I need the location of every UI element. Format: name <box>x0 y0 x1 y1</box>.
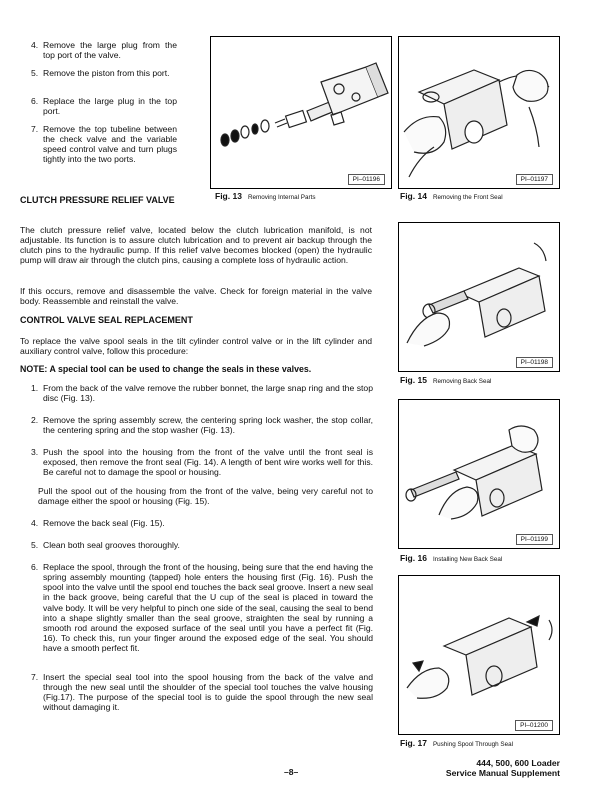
figure-17-code: PI–01200 <box>515 720 553 731</box>
spool-parts-illustration <box>211 37 392 189</box>
procedure-step-2: 2. Remove the spring assembly screw, the centering spring lock washer, the stop collar, the centering spring and the stop washer (Fig. 13). <box>31 415 373 436</box>
figure-17-number: Fig. 17 <box>400 738 427 748</box>
figure-15-code: PI–01198 <box>516 357 553 368</box>
figure-15 <box>398 222 560 372</box>
procedure-step-1: 1. From the back of the valve remove the rubber bonnet, the large snap ring and the stop disc (Fig. 13). <box>31 383 373 404</box>
figure-13 <box>210 36 392 189</box>
figure-13-caption <box>215 191 316 201</box>
figure-17 <box>398 575 560 735</box>
clutch-relief-paragraph-2: If this occurs, remove and disassemble the valve. Check for foreign material in the valve body. Reassemble and reinstall the valve. <box>20 286 372 307</box>
figure-14 <box>398 36 560 189</box>
step-4: 4. Remove the large plug from the top port of the valve. <box>31 40 177 61</box>
figure-15-caption <box>400 375 491 385</box>
step-5: 5. Remove the piston from this port. <box>31 68 170 78</box>
section-heading-seal-replacement: CONTROL VALVE SEAL REPLACEMENT <box>20 315 193 325</box>
procedure-step-4: 4. Remove the back seal (Fig. 15). <box>31 518 165 528</box>
figure-16-number: Fig. 16 <box>400 553 427 563</box>
manual-title-line-2: Service Manual Supplement <box>445 767 560 778</box>
procedure-step-7: 7. Insert the special seal tool into the spool housing from the back of the valve and through the new seal until the shoulder of the special tool touches the valve housing (Fig.17). The purpose of the special tool is to guide the spool through the new seal without damaging it. <box>31 672 373 713</box>
back-seal-removal-illustration <box>399 223 560 372</box>
section-heading-clutch-relief: CLUTCH PRESSURE RELIEF VALVE <box>20 195 175 205</box>
figure-13-title: Removing Internal Parts <box>247 194 316 201</box>
figure-15-number: Fig. 15 <box>400 375 427 385</box>
figure-15-title: Removing Back Seal <box>432 378 492 385</box>
figure-13-code: PI–01196 <box>348 174 385 185</box>
figure-17-caption <box>400 738 513 748</box>
page-number: –8– <box>284 767 299 777</box>
step-6: 6. Replace the large plug in the top port. <box>31 96 177 117</box>
figure-13-number: Fig. 13 <box>215 191 242 201</box>
step-7: 7. Remove the top tubeline between the check valve and the variable speed control valve and turn plugs tightly into the two ports. <box>31 124 177 165</box>
figure-14-number: Fig. 14 <box>400 191 427 201</box>
figure-14-caption <box>400 191 503 201</box>
procedure-step-5: 5. Clean both seal grooves thoroughly. <box>31 540 180 550</box>
new-back-seal-illustration <box>399 400 560 549</box>
manual-title <box>420 759 560 779</box>
seal-replacement-intro: To replace the valve spool seals in the tilt cylinder control valve or in the lift cylinder and auxiliary control valve, follow this procedure: <box>20 336 372 357</box>
manual-title-line-1: 444, 500, 600 Loader <box>476 758 560 768</box>
clutch-relief-paragraph-1: The clutch pressure relief valve, located below the clutch lubrication manifold, is not adjustable. Its function is to assure clutch lubrication and to prevent air backup through the clutch pins to the hydraulic pump. If this relief valve becomes blocked (open) the hydraulic pump will draw air through the clutch pins, causing a complete loss of hydraulic action. <box>20 225 372 266</box>
procedure-step-6: 6. Replace the spool, through the front of the housing, being sure that the end having the spring assembly mounting (tapped) hole enters the housing first (Fig. 16). Push the spool into the valve until the spool end touches the back seal groove. Insert a new seal in the back groove, being careful that the U cup of the seal is placed in toward the valve body. It will be very helpful to pinch one side of the seal, causing the seal to bend into a shape slightly smaller than the seal groove, straighten the seal by running a smooth rod around the exposed surface of the seal until you have a perfect fit (Fig. 16). To check this, run your finger around the exposed edge of the seal. You should have a smooth perfect fit. <box>31 562 373 654</box>
figure-14-code: PI–01197 <box>516 174 553 185</box>
figure-14-title: Removing the Front Seal <box>432 194 503 201</box>
procedure-step-3: 3. Push the spool into the housing from the front of the valve until the front seal is exposed, then remove the front seal (Fig. 14). A length of bent wire works well for this. Be careful not to damage the spool or housing. <box>31 447 373 478</box>
figure-16 <box>398 399 560 549</box>
figure-16-code: PI–01199 <box>516 534 553 545</box>
figure-17-title: Pushing Spool Through Seal <box>432 741 513 748</box>
procedure-step-3-continued: Pull the spool out of the housing from the front of the valve, being very careful not to damage either the spool or housing (Fig. 15). <box>38 486 373 507</box>
spool-through-seal-illustration <box>399 576 560 735</box>
figure-16-title: Installing New Back Seal <box>432 556 503 563</box>
front-seal-removal-illustration <box>399 37 560 189</box>
figure-16-caption <box>400 553 502 563</box>
special-tool-note: NOTE: A special tool can be used to change the seals in these valves. <box>20 364 312 374</box>
